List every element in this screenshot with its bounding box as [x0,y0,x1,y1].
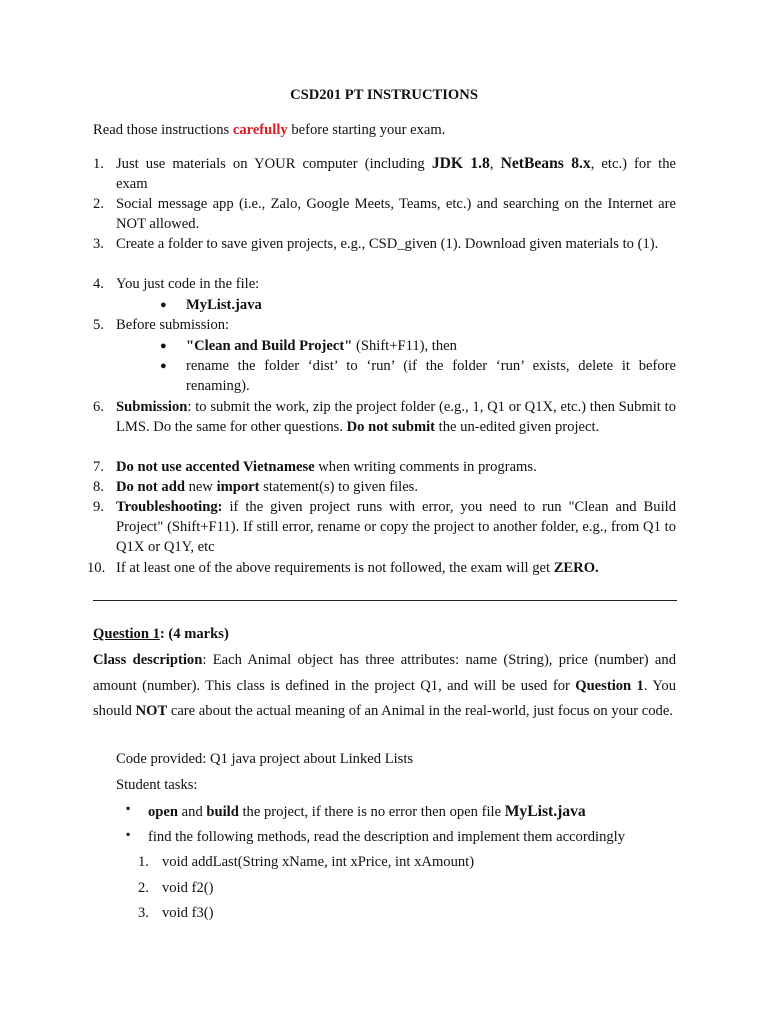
text-part: : to submit the work, zip the project folder (e.g., 1, Q1 or Q1X, etc.) then Submit to LMS. Do the same for other questions. [116,399,676,435]
instruction-5 [93,315,676,335]
method-number: 2. [138,880,149,896]
intro-line [93,122,445,139]
question-ref: Question 1 [575,677,644,694]
text-part: , etc.) for the [590,156,676,172]
instruction-2 [93,194,676,234]
no-accent-label: Do not use accented Vietnamese [116,459,315,475]
instruction-8 [93,477,676,497]
instruction-4 [93,274,676,294]
instruction-10 [87,558,676,578]
bullet-dot: ● [160,360,167,372]
method-number: 1. [138,854,149,870]
emphasis-carefully: carefully [232,122,288,138]
text-part: If at least one of the above requirements is not followed, the exam will get [116,560,554,576]
item-number: 5. [93,317,104,333]
item-number: 9. [93,499,104,515]
instruction-7 [93,457,676,477]
item-number: 1. [93,156,104,172]
text-part: : Each Animal object has three attributes: name (String), price (number) and amount (number). This class is defined in the project Q1, and will be used for [93,652,676,694]
not-emphasis: NOT [135,703,168,719]
code-provided: Code provided: Q1 java project about Linked Lists [116,751,414,767]
text-part: . You should [93,677,676,719]
instruction-1 [93,154,676,194]
item-number: 4. [93,276,104,292]
text-part: Just use materials on YOUR computer (including [116,156,432,172]
text-part: when writing comments in programs. [314,459,537,475]
text-part: new [184,479,217,495]
item-text: You just code in the file: [116,276,260,292]
question-marks: : (4 marks) [159,626,229,642]
item-text: Create a folder to save given projects, e.g., CSD_given (1). Download given materials to (1). [116,236,659,252]
troubleshooting-label: Troubleshooting: [116,499,223,515]
bullet-dot: ● [160,340,167,352]
item-text [116,154,676,174]
item-text [116,457,676,477]
intro-text-end: before starting your exam. [287,122,446,138]
item-text-line2: exam [116,176,148,192]
build-label: build [206,804,239,820]
item-number: 7. [93,459,104,475]
item-text [116,397,676,437]
square-bullet: ▪ [126,801,131,815]
bullet-text: rename the folder ‘dist’ to ‘run’ (if the folder ‘run’ exists, delete it before [186,358,676,374]
text-part: statement(s) to given files. [259,479,418,495]
item-number: 3. [93,236,104,252]
text-part: , [489,156,501,172]
text-part: and [178,804,207,820]
item-number: 10. [87,560,106,576]
do-not-add-label: Do not add [116,479,185,495]
intro-text: Read those instructions [93,122,233,138]
netbeans-version: NetBeans 8.x [500,155,591,172]
item-text [116,477,676,497]
item-text: Social message app (i.e., Zalo, Google Meets, Teams, etc.) and searching on the Internet are NOT allowed. [116,196,676,232]
item-text: Before submission: [116,317,230,333]
task-open-build [148,803,586,821]
bullet-dot: ● [160,299,167,311]
item-text [116,497,676,557]
method-f3: void f3() [162,905,214,921]
text-part: the project, if there is no error then open file [238,804,505,820]
mylist-file: MyList.java [504,803,586,820]
method-number: 3. [138,905,149,921]
item-number: 2. [93,196,104,212]
instruction-3 [93,234,676,254]
bullet-text [186,336,676,356]
bullet-mylist [160,295,676,315]
page-title: CSD201 PT INSTRUCTIONS [290,87,478,103]
submission-label: Submission [116,399,188,415]
do-not-submit-label: Do not submit [346,419,436,435]
bullet-text: MyList.java [186,297,262,313]
class-description [93,648,676,725]
text-part: the un-edited given project. [435,419,600,435]
instruction-6 [93,397,676,437]
zero-label: ZERO. [553,560,599,576]
instruction-9 [93,497,676,557]
text-part: (Shift+F11), then [352,338,457,354]
item-number: 8. [93,479,104,495]
import-label: import [216,479,260,495]
method-addlast: void addLast(String xName, int xPrice, int xAmount) [162,854,475,870]
question-1-heading [93,626,229,643]
bullet-text-line2: renaming). [186,378,250,394]
text-part: if the given project runs with error, you need to run "Clean and Build Project" (Shift+F11). If still error, rename or copy the project to another folder, e.g., from Q1 to Q1X or Q1Y, etc [116,499,676,555]
square-bullet: ▪ [126,827,131,841]
open-label: open [148,804,179,820]
clean-build-label: "Clean and Build Project" [186,338,353,354]
bullet-clean-build [160,336,676,356]
bullet-rename-folder [160,356,676,396]
task-implement: find the following methods, read the description and implement them accordingly [148,829,626,845]
student-tasks-heading: Student tasks: [116,777,198,793]
jdk-version: JDK 1.8 [431,155,490,172]
description-label: Class description [93,652,203,668]
method-f2: void f2() [162,880,214,896]
section-divider [93,600,677,601]
item-text [116,558,676,578]
item-number: 6. [93,399,104,415]
text-part: care about the actual meaning of an Animal in the real-world, just focus on your code. [167,703,673,719]
question-title: Question 1 [93,626,160,642]
